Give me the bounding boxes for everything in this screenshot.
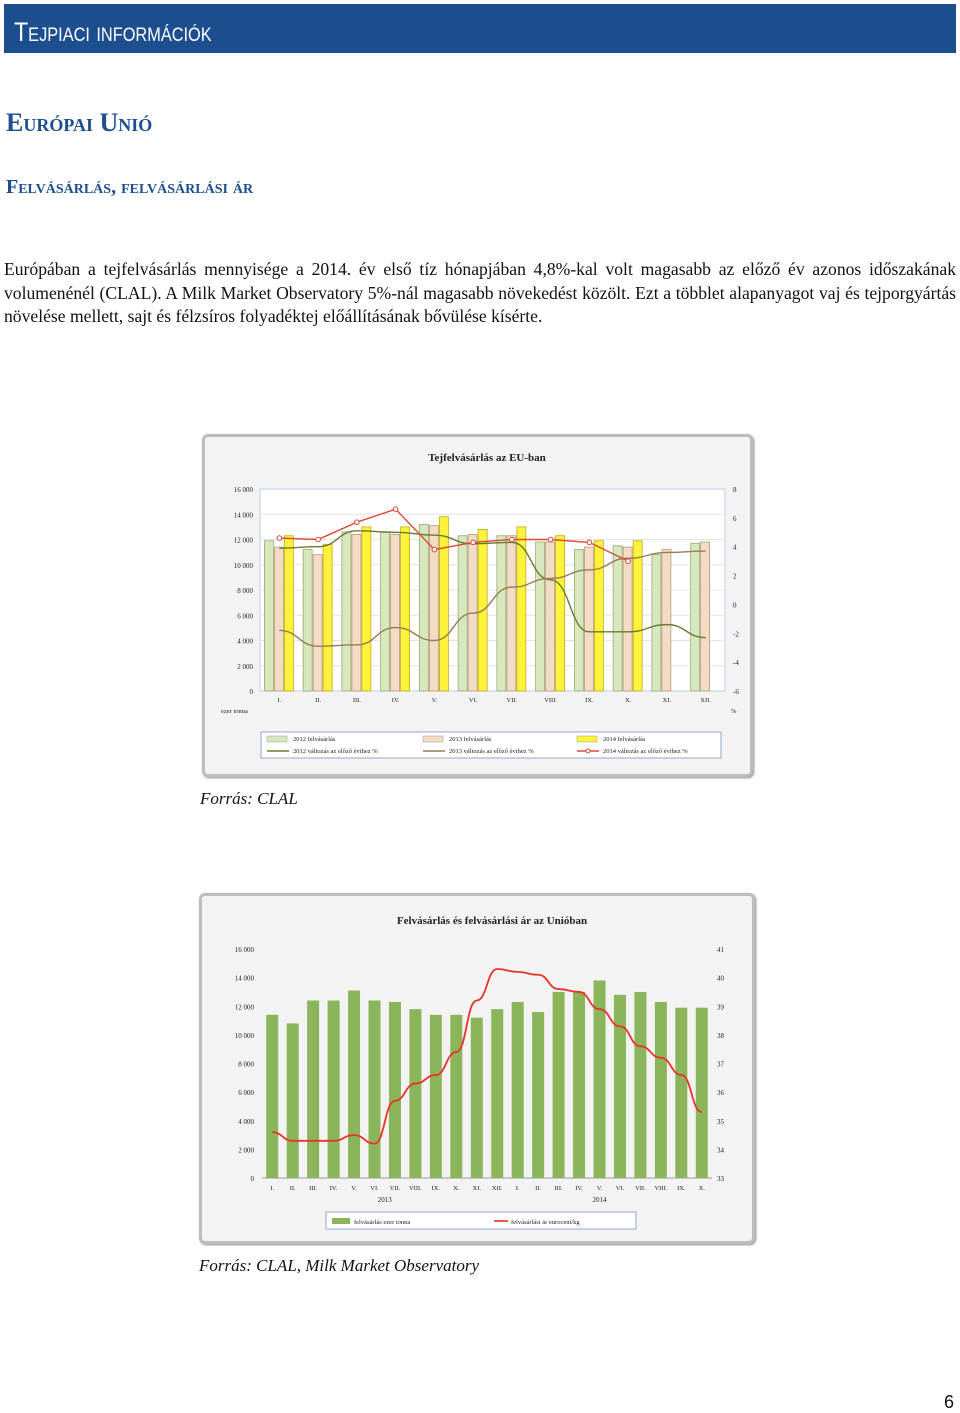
bar-collection — [532, 1012, 544, 1178]
x-tick-label: VIII. — [654, 1185, 668, 1192]
bar-2014 — [633, 541, 642, 691]
body-paragraph: Európában a tejfelvásárlás mennyisége a 2014. év első tíz hónapjában 4,8%-kal volt magasabb az előző év azonos időszakának volumenénél (CLAL). A Milk Market Observatory 5%-nál magasabb növekedést közölt. Ezt a többlet alapanyagot vaj és tejporgyártás növelése mellett, sajt és félzsíros folyadéktej előállításának bővülése kísérte. — [4, 259, 956, 326]
x-tick-label: XI. — [662, 697, 672, 704]
right-axis-unit: % — [731, 708, 737, 715]
x-tick-label: X. — [624, 697, 632, 704]
x-tick-label: VII. — [389, 1185, 401, 1192]
x-tick-label: II. — [289, 1185, 296, 1192]
bar-2012 — [458, 536, 467, 691]
legend-label: felvásárlási ár eurocent/kg — [511, 1219, 580, 1226]
right-tick-label: 6 — [733, 514, 737, 523]
legend-label: 2012 változás az előző évihez % — [293, 748, 378, 755]
left-tick-label: 14 000 — [233, 511, 253, 520]
chart-collection-and-price — [202, 896, 752, 1241]
x-tick-label: X. — [453, 1185, 460, 1192]
year-label: 2013 — [377, 1196, 392, 1204]
chart-eu-milk-collection — [205, 437, 750, 774]
right-tick-label: 35 — [717, 1117, 724, 1126]
bar-2012 — [264, 541, 273, 691]
legend-label: 2013 felvásárlás — [449, 736, 492, 743]
right-tick-label: 41 — [717, 946, 724, 954]
left-tick-label: 10 000 — [233, 561, 253, 570]
bar-2013 — [274, 547, 283, 691]
bar-collection — [450, 1015, 462, 1178]
bar-collection — [369, 1001, 381, 1178]
bar-collection — [655, 1002, 667, 1178]
point-2014 — [626, 559, 631, 564]
bar-2014 — [284, 536, 293, 691]
bar-2014 — [594, 541, 603, 691]
bar-2012 — [613, 546, 622, 691]
x-tick-label: III. — [554, 1185, 563, 1192]
left-tick-label: 12 000 — [233, 536, 253, 545]
right-tick-label: 36 — [717, 1089, 724, 1098]
header-bar — [4, 4, 956, 53]
x-tick-label: IV. — [391, 697, 400, 704]
bar-2014 — [439, 517, 448, 691]
bar-collection — [471, 1018, 483, 1178]
point-2014 — [510, 537, 515, 542]
x-tick-label: I. — [270, 1185, 275, 1192]
left-tick-label: 16 000 — [233, 486, 253, 494]
x-tick-label: II. — [535, 1185, 542, 1192]
x-tick-label: III. — [309, 1185, 318, 1192]
right-tick-label: 40 — [717, 974, 724, 983]
left-tick-label: 10 000 — [234, 1031, 254, 1040]
bar-collection — [266, 1015, 278, 1178]
subsection-title: Felvásárlás, felvásárlási ár — [6, 176, 254, 198]
legend-swatch — [577, 736, 597, 742]
x-tick-label: IV. — [575, 1185, 583, 1192]
point-2014 — [355, 520, 360, 525]
bar-collection — [696, 1008, 708, 1178]
chart-title: Felvásárlás és felvásárlási ár az Unióban — [396, 915, 588, 927]
x-tick-label: VII. — [506, 697, 518, 704]
x-tick-label: I. — [515, 1185, 520, 1192]
right-tick-label: 0 — [733, 601, 737, 610]
bar-2014 — [556, 536, 565, 691]
left-tick-label: 12 000 — [234, 1003, 254, 1012]
left-tick-label: 4 000 — [237, 637, 253, 646]
bar-collection — [389, 1002, 401, 1178]
legend-marker — [586, 749, 590, 753]
x-tick-label: VII. — [635, 1185, 646, 1192]
bar-collection — [634, 992, 646, 1178]
bar-2014 — [323, 545, 332, 691]
right-tick-label: -4 — [733, 659, 739, 668]
section-title: Európai Unió — [6, 108, 153, 137]
left-tick-label: 14 000 — [234, 974, 254, 983]
x-tick-label: IV. — [329, 1185, 338, 1192]
right-tick-label: 4 — [733, 543, 737, 552]
left-tick-label: 2 000 — [238, 1146, 254, 1155]
legend-label: 2014 változás az előző évihez % — [603, 748, 688, 755]
bar-collection — [512, 1002, 524, 1178]
left-tick-label: 6 000 — [237, 612, 253, 621]
bar-2014 — [401, 527, 410, 691]
left-tick-label: 0 — [249, 688, 253, 696]
right-tick-label: -2 — [733, 630, 739, 639]
x-tick-label: VIII. — [408, 1185, 422, 1192]
x-tick-label: XII. — [700, 697, 711, 704]
x-tick-label: IX. — [677, 1185, 686, 1192]
left-tick-label: 6 000 — [238, 1089, 254, 1098]
bar-collection — [328, 1001, 340, 1178]
bar-2012 — [342, 532, 351, 691]
point-2014 — [393, 507, 398, 512]
right-tick-label: -6 — [733, 688, 739, 696]
chart-frame-1 — [202, 434, 753, 777]
x-tick-label: II. — [315, 697, 322, 704]
right-tick-label: 34 — [717, 1146, 724, 1155]
point-2014 — [432, 547, 437, 552]
left-tick-label: 8 000 — [237, 587, 253, 595]
left-tick-label: 0 — [250, 1175, 254, 1183]
point-2014 — [277, 536, 282, 541]
x-tick-label: IX. — [585, 697, 594, 704]
bar-collection — [430, 1015, 442, 1178]
bar-2013 — [546, 542, 555, 691]
legend-label: felvásárlás ezer tonna — [354, 1219, 411, 1226]
x-tick-label: IX. — [431, 1185, 441, 1192]
bar-collection — [614, 995, 626, 1178]
bar-2013 — [313, 555, 322, 691]
chart1-source: Forrás: CLAL — [200, 789, 298, 808]
header-title: Tejpiaci információk — [14, 17, 212, 47]
right-tick-label: 39 — [717, 1003, 724, 1012]
x-tick-label: VI. — [468, 697, 478, 704]
bar-2013 — [352, 534, 361, 691]
page-number: 6 — [943, 1392, 954, 1412]
bar-2012 — [419, 524, 428, 691]
right-tick-label: 8 — [733, 486, 737, 494]
point-2014 — [587, 540, 592, 545]
right-tick-label: 2 — [733, 572, 737, 581]
bar-collection — [287, 1023, 299, 1178]
bar-2013 — [623, 547, 632, 691]
bar-2013 — [391, 534, 400, 691]
legend-label: 2014 felvásárlás — [603, 736, 646, 743]
bar-2012 — [303, 550, 312, 691]
bar-collection — [553, 992, 565, 1178]
bar-2012 — [691, 543, 700, 691]
bar-collection — [675, 1008, 687, 1178]
legend-swatch — [423, 736, 443, 742]
bar-2012 — [381, 532, 390, 691]
bar-collection — [348, 991, 360, 1178]
x-tick-label: V. — [596, 1185, 603, 1192]
left-tick-label: 8 000 — [238, 1060, 254, 1069]
bar-2013 — [507, 536, 516, 691]
year-label: 2014 — [592, 1196, 607, 1204]
x-tick-label: I. — [277, 697, 282, 704]
legend-swatch — [332, 1218, 350, 1224]
x-tick-label: VIII. — [544, 697, 558, 704]
x-tick-label: III. — [352, 697, 361, 704]
bar-collection — [491, 1009, 503, 1178]
bar-2014 — [362, 527, 371, 691]
x-tick-label: XII. — [491, 1185, 503, 1192]
point-2014 — [471, 540, 476, 545]
right-tick-label: 37 — [717, 1060, 724, 1069]
right-tick-label: 33 — [717, 1175, 724, 1183]
bar-collection — [573, 992, 585, 1178]
legend-swatch — [267, 736, 287, 742]
left-axis-unit: ezer tonna — [221, 708, 248, 715]
bar-2012 — [497, 536, 506, 691]
left-tick-label: 2 000 — [237, 662, 253, 671]
x-tick-label: V. — [431, 697, 438, 704]
point-2014 — [548, 537, 553, 542]
bar-2014 — [517, 527, 526, 691]
right-tick-label: 38 — [717, 1031, 724, 1040]
bar-2013 — [584, 547, 593, 691]
bar-2012 — [652, 555, 661, 691]
bar-2013 — [701, 542, 710, 691]
chart2-source: Forrás: CLAL, Milk Market Observatory — [199, 1256, 480, 1275]
legend-label: 2012 felvásárlás — [293, 736, 336, 743]
bar-collection — [307, 1001, 319, 1178]
x-tick-label: VI. — [370, 1185, 379, 1192]
x-tick-label: XI. — [472, 1185, 482, 1192]
left-tick-label: 16 000 — [234, 946, 254, 954]
x-tick-label: VI. — [615, 1185, 625, 1192]
bar-collection — [409, 1009, 421, 1178]
left-tick-label: 4 000 — [238, 1117, 254, 1126]
legend-label: 2013 változás az előző évihez % — [449, 748, 534, 755]
chart-title: Tejfelvásárlás az EU-ban — [428, 452, 546, 464]
point-2014 — [316, 537, 321, 542]
bar-2012 — [536, 542, 545, 691]
x-tick-label: X. — [698, 1185, 705, 1192]
x-tick-label: V. — [351, 1185, 357, 1192]
bar-2013 — [662, 550, 671, 691]
chart-frame-2 — [199, 893, 755, 1244]
